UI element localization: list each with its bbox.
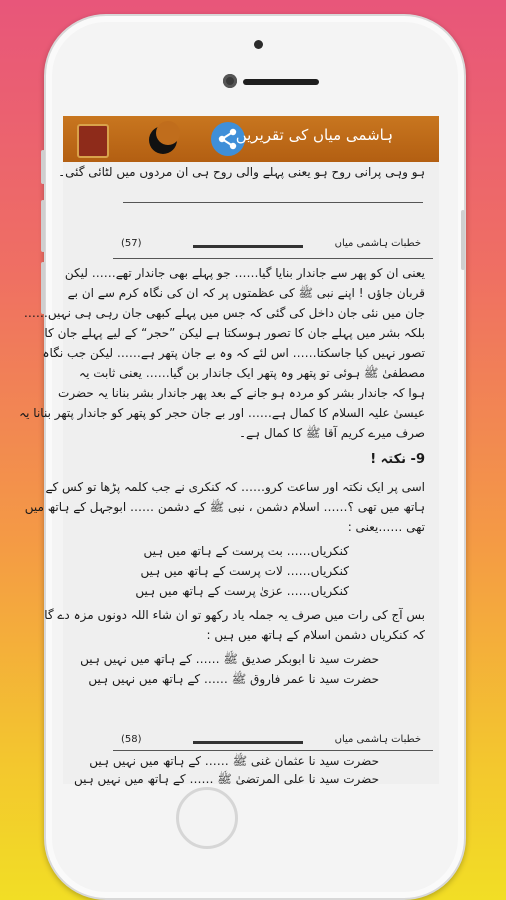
speaker-grille (243, 79, 319, 85)
page-line: بلکہ بشر میں پہلے جان کا تصور ہوسکتا ہے لیکن ”حجر“ کے لیے پہلے جان کا (44, 326, 425, 340)
page-line: مصطفیٰ ﷺ ہوئی تو پتھر وہ پتھر ایک جاندار بن گیا…… یعنی ثابت یہ (79, 366, 425, 380)
page-line: صرف میرے کریم آقا ﷺ کا کمال ہے۔ (238, 426, 425, 440)
app-toolbar (63, 116, 439, 162)
page-line: اسی پر ایک نکتہ اور ساعت کرو…… کہ کنکری نے جب کلمہ پڑھا تو کس کے (45, 480, 425, 494)
page-line: ہوا کہ جاندار بشر کو مردہ ہو جانے کے بعد پھر جاندار بشر بنانا یہ حضرت (58, 386, 425, 400)
running-title: خطبات ہاشمی میاں (334, 734, 421, 745)
divider (123, 202, 423, 203)
page-line: ہاتھ میں تھی ؟…… اسلام دشمن ، نبی ﷺ کے دشمن …… ابوجہل کے ہاتھ میں (24, 500, 425, 514)
page-line: عیسیٰ علیہ السلام کا کمال ہے…… اور بے جان حجر کو پتھر کو جاندار پتھر بنانا یہ (19, 406, 425, 420)
ornament (193, 245, 303, 248)
divider (113, 258, 433, 259)
divider (113, 750, 433, 751)
page-line: قربان جاؤں ! اپنے نبی ﷺ کی عظمتوں پر کہ ان کی نگاہ کرم سے ان بے (67, 286, 425, 300)
front-camera (223, 74, 237, 88)
volume-up-button (41, 200, 45, 252)
page-line: بس آج کی رات میں صرف یہ جملہ یاد رکھو تو ان شاء اللہ دونوں مزہ دے گا (44, 608, 425, 622)
page-line: یعنی ان کو پھر سے جاندار بنایا گیا…… جو پہلے بھی جاندار تھے…… لیکن (64, 266, 425, 280)
home-button[interactable] (176, 787, 238, 849)
page-number: (58) (121, 734, 142, 745)
list-item: کنکریاں…… لات پرست کے ہاتھ میں ہیں (140, 564, 349, 578)
app-title: ہاشمی میاں کی تقریریں (235, 126, 393, 144)
app-screen (19, 116, 439, 786)
ornament (193, 741, 303, 744)
page-line: جان میں نئی جان داخل کی گئی کہ جس میں پہلے کبھی جان رہی ہی نہیں…… (23, 306, 425, 320)
page-line: کہ کنکریاں دشمن اسلام کے ہاتھ میں ہیں : (206, 628, 425, 642)
list-item: حضرت سید نا عمر فاروق ﷺ …… کے ہاتھ میں نہیں ہیں (88, 672, 379, 686)
page-line: تھی ……یعنی : (347, 520, 425, 534)
page-line: ہو وہی پرانی روح ہو یعنی پہلے والی روح ہی ان مردوں میں لٹائی گئی۔ (58, 165, 425, 179)
power-button (461, 210, 465, 270)
section-heading: 9- نکتہ ! (370, 452, 425, 467)
list-item: کنکریاں…… عزیٰ پرست کے ہاتھ میں ہیں (135, 584, 349, 598)
list-item: کنکریاں…… بت پرست کے ہاتھ میں ہیں (143, 544, 349, 558)
book-page[interactable] (19, 162, 439, 786)
list-item: حضرت سید نا عثمان غنی ﷺ …… کے ہاتھ میں نہیں ہیں (89, 754, 379, 768)
page-line: تصور نہیں کیا جاسکتا…… اس لئے کہ وہ بے جان پتھر ہے…… لیکن جب نگاہ (42, 346, 425, 360)
page-number: (57) (121, 238, 142, 249)
night-mode-icon[interactable] (147, 124, 179, 156)
mute-switch (41, 150, 45, 184)
bookmark-icon[interactable] (77, 124, 109, 158)
list-item: حضرت سید نا ابوبکر صدیق ﷺ …… کے ہاتھ میں نہیں ہیں (80, 652, 379, 666)
list-item: حضرت سید نا علی المرتضیٰ ﷺ …… کے ہاتھ میں نہیں ہیں (73, 772, 379, 786)
earpiece-dot (254, 40, 263, 49)
running-title: خطبات ہاشمی میاں (334, 238, 421, 249)
